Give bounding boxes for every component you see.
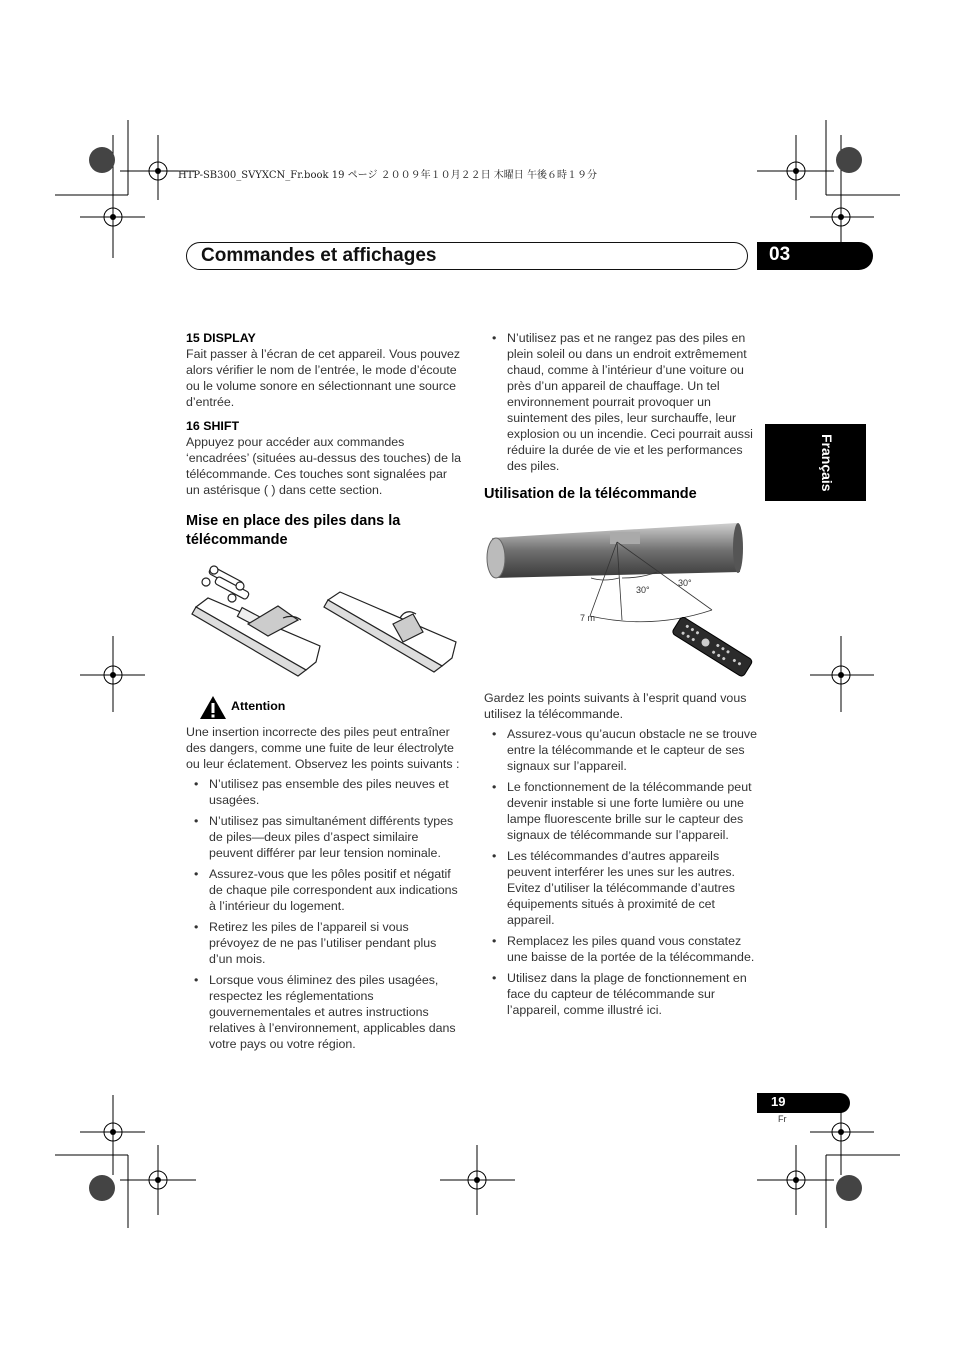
list-item: • Assurez-vous qu’aucun obstacle ne se trouve entre la télécommande et le capteur de ses signaux sur l’appareil. [484, 726, 762, 774]
chapter-number-badge [757, 242, 873, 270]
right-column-top [484, 330, 760, 504]
list-item: • Retirez les piles de l’appareil si vous prévoyez de ne pas l’utiliser pendant plus d’un mois. [186, 919, 462, 967]
item15-title: 15 DISPLAY [186, 331, 256, 345]
left-column [186, 330, 462, 550]
chapter-number: 03 [769, 244, 791, 265]
diagram-distance: 7 m [580, 613, 596, 623]
page-number-badge [757, 1093, 850, 1113]
remote-range-diagram [482, 520, 767, 680]
list-item: • N’utilisez pas et ne rangez pas des piles en plein soleil ou dans un endroit extrêmement chaud, comme à l’intérieur d’une voiture ou près d’un appareil de chauffage. Un tel environnement pourrait provoquer un suintement des piles, leur surchauffe, leur explosion ou un incendie. Ceci pourrait aussi réduire la durée de vie et les performances des piles. [484, 330, 760, 474]
page-number: 19 [771, 1094, 786, 1109]
list-item: • N’utilisez pas simultanément différents types de piles—deux piles d’aspect similaire peuvent différer par leur tension nominale. [186, 813, 462, 861]
language-code: Fr [778, 1114, 787, 1124]
remote-bullet-list [484, 726, 762, 1018]
attention-text: Une insertion incorrecte des piles peut entraîner des dangers, comme une fuite de leur électrolyte ou leur éclatement. Observez les points suivants : [186, 725, 460, 771]
attention-section [186, 724, 462, 1057]
remote-intro: Gardez les points suivants à l’esprit quand vous utilisez la télécommande. [484, 691, 747, 721]
warning-triangle-icon [199, 695, 227, 720]
list-item: • Les télécommandes d’autres appareils peuvent interférer les unes sur les autres. Evitez d’utiliser la télécommande d’autres équipements situés à proximité de cet appareil. [484, 848, 762, 928]
chapter-title: Commandes et affichages [201, 245, 437, 266]
list-item: • Utilisez dans la plage de fonctionnement en face du capteur de télécommande sur l’appareil, comme illustré ici. [484, 970, 762, 1018]
list-item: • Remplacez les piles quand vous constatez une baisse de la portée de la télécommande. [484, 933, 762, 965]
item16-text: Appuyez pour accéder aux commandes ‘encadrées’ (situées au-dessus des touches) de la télécommande. Ces touches sont signalées par un astérisque ( ) dans cette section. [186, 435, 462, 497]
diagram-angle-right: 30° [678, 578, 692, 588]
diagram-angle-left: 30° [636, 585, 650, 595]
file-info-header: HTP-SB300_SVYXCN_Fr.book 19 ページ ２００９年１０月２２日 木曜日 午後６時１９分 [178, 170, 597, 181]
attention-label: Attention [231, 699, 286, 713]
attention-bullet-list [186, 776, 462, 1052]
remote-control-icon [671, 616, 753, 677]
list-item: • N’utilisez pas ensemble des piles neuves et usagées. [186, 776, 462, 808]
remote-heading: Utilisation de la télécommande [484, 486, 697, 502]
battery-heading: Mise en place des piles dans la télécommande [186, 513, 401, 548]
list-item: • Lorsque vous éliminez des piles usagées, respectez les réglementations gouvernementales et autres instructions relatives à l’environnement, applicables dans votre pays ou votre région. [186, 972, 462, 1052]
item16-title: 16 SHIFT [186, 419, 240, 433]
list-item: • Assurez-vous que les pôles positif et négatif de chaque pile correspondent aux indications à l’intérieur du logement. [186, 866, 462, 914]
item15-text: Fait passer à l’écran de cet appareil. Vous pouvez alors vérifier le nom de l’entrée, le mode d’écoute ou le volume sonore en sélectionnant une source d’entrée. [186, 347, 461, 409]
right-column-bottom [484, 690, 762, 1023]
battery-insertion-illustration [188, 562, 460, 682]
language-tab [765, 424, 866, 501]
chapter-title-bar [186, 242, 748, 270]
language-tab-label: Français [819, 434, 835, 492]
list-item: • Le fonctionnement de la télécommande peut devenir instable si une forte lumière ou une lampe fluorescente brille sur le capteur des signaux de télécommande sur l’appareil. [484, 779, 762, 843]
